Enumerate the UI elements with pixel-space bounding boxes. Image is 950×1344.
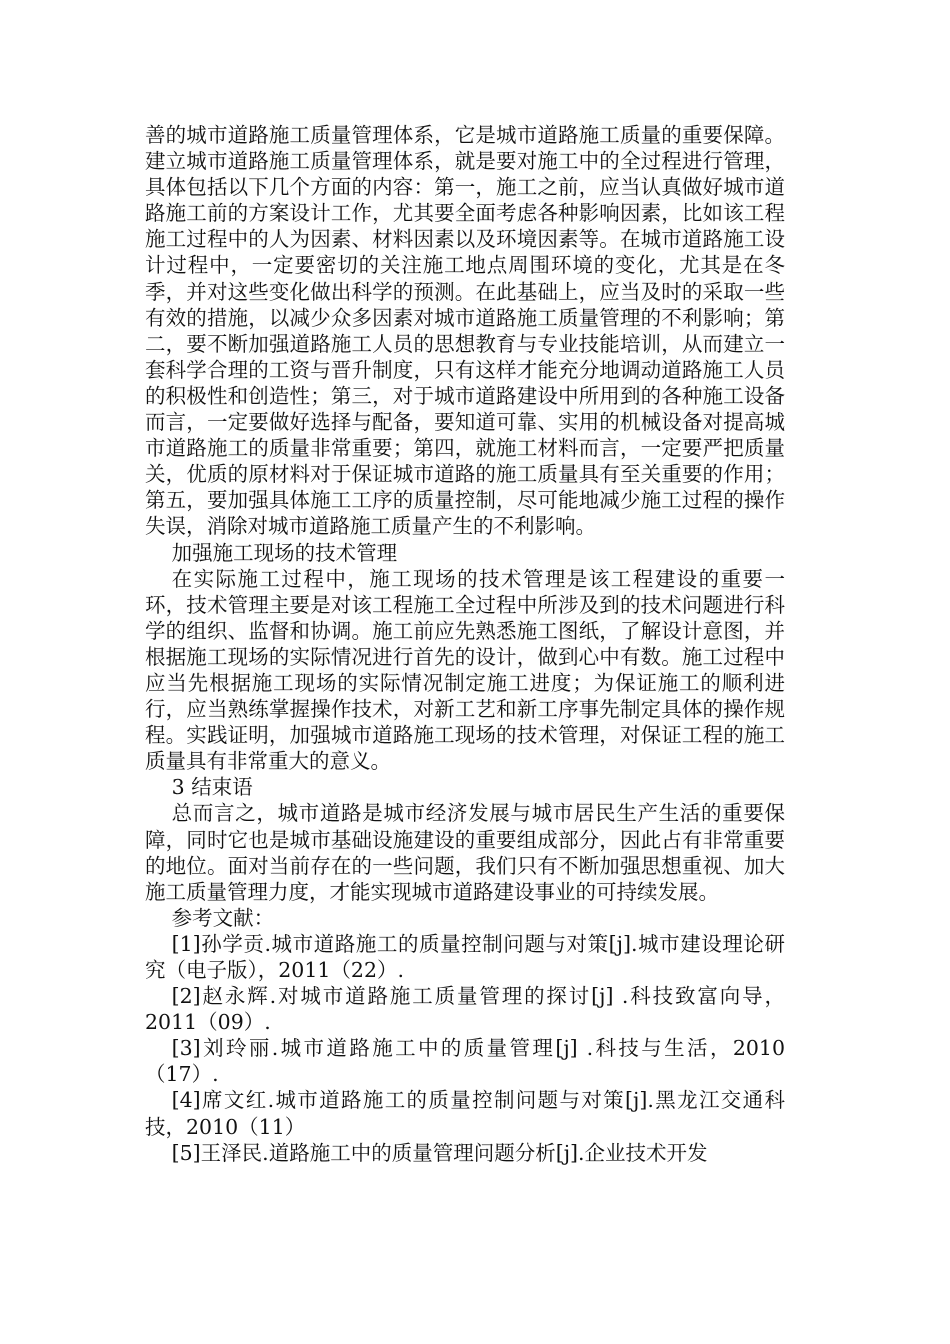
- references-title: 参考文献：: [171, 905, 275, 930]
- reference-item: [5]王泽民.道路施工中的质量管理问题分析[j].企业技术开发: [171, 1140, 708, 1165]
- reference-item: [1]孙学贡.城市道路施工的质量控制问题与对策[j].城市建设理论研究（电子版），2011（22）.: [145, 931, 785, 982]
- reference-item: [3]刘玲丽.城市道路施工中的质量管理[j] .科技与生活，2010（17）.: [145, 1036, 785, 1087]
- body-paragraph: 善的城市道路施工质量管理体系，它是城市道路施工质量的重要保障。建立城市道路施工质量管理体系，就是要对施工中的全过程进行管理，具体包括以下几个方面的内容：第一，施工之前，应当认真做好城市道路施工前的方案设计工作，尤其要全面考虑各种影响因素，比如该工程施工过程中的人为因素、材料因素以及环境因素等。在城市道路施工设计过程中，一定要密切的关注施工地点周围环境的变化，尤其是在冬季，并对这些变化做出科学的预测。在此基础上，应当及时的采取一些有效的措施，以减少众多因素对城市道路施工质量管理的不利影响；第二，要不断加强道路施工人员的思想教育与专业技能培训，从而建立一套科学合理的工资与晋升制度，只有这样才能充分地调动道路施工人员的积极性和创造性；第三，对于城市道路建设中所用到的各种施工设备而言，一定要做好选择与配备，要知道可靠、实用的机械设备对提高城市道路施工的质量非常重要；第四，就施工材料而言，一定要严把质量关，优质的原材料对于保证城市道路的施工质量具有至关重要的作用；第五，要加强具体施工工序的质量控制，尽可能地减少施工过程的操作失误，消除对城市道路施工质量产生的不利影响。: [145, 123, 785, 539]
- body-paragraph: 在实际施工过程中，施工现场的技术管理是该工程建设的重要一环，技术管理主要是对该工程施工全过程中所涉及到的技术问题进行科学的组织、监督和协调。施工前应先熟悉施工图纸，了解设计意图，并根据施工现场的实际情况进行首先的设计，做到心中有数。施工过程中应当先根据施工现场的实际情况制定施工进度；为保证施工的顺利进行，应当熟练掌握操作技术，对新工艺和新工序事先制定具体的操作规程。实践证明，加强城市道路施工现场的技术管理，对保证工程的施工质量具有非常重大的意义。: [145, 566, 785, 774]
- reference-item: [4]席文红.城市道路施工的质量控制问题与对策[j].黑龙江交通科技，2010（11）: [145, 1088, 785, 1139]
- section-heading: 3 结束语: [171, 775, 253, 800]
- section-heading: 加强施工现场的技术管理: [171, 540, 398, 565]
- document-body: [145, 122, 785, 1166]
- body-paragraph: 总而言之，城市道路是城市经济发展与城市居民生产生活的重要保障，同时它也是城市基础设施建设的重要组成部分，因此占有非常重要的地位。面对当前存在的一些问题，我们只有不断加强思想重视、加大施工质量管理力度，才能实现城市道路建设事业的可持续发展。: [145, 801, 785, 904]
- reference-item: [2]赵永辉.对城市道路施工质量管理的探讨[j] .科技致富向导，2011（09）.: [145, 984, 785, 1035]
